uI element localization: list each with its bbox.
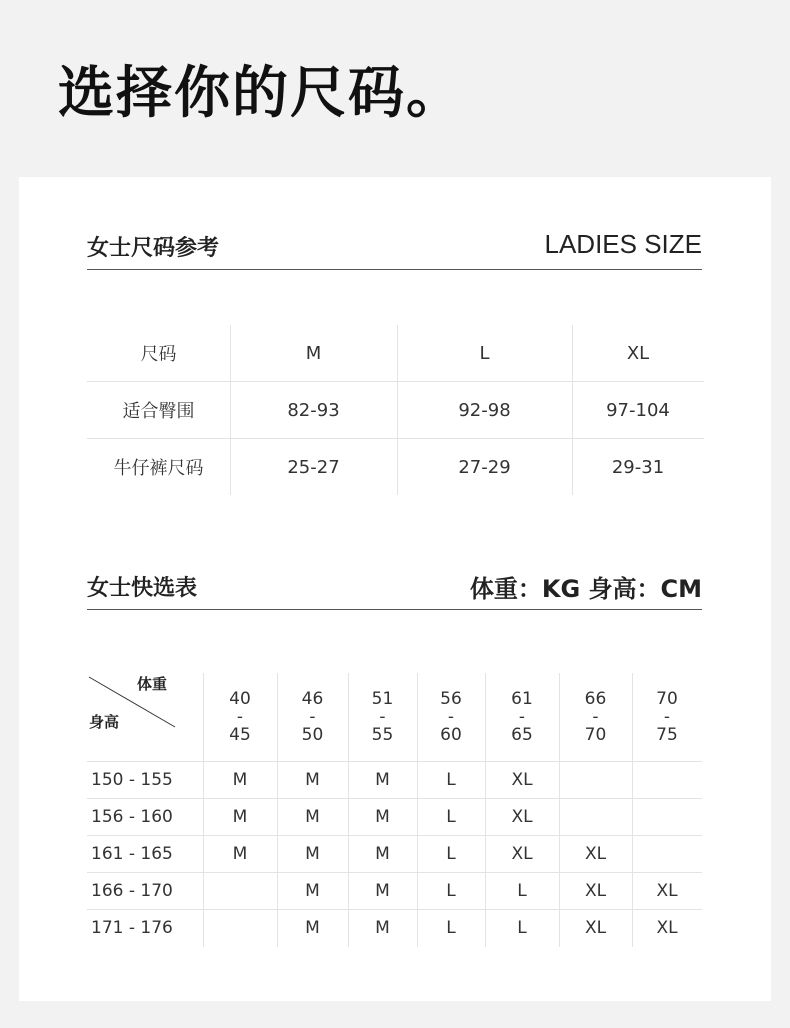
- units-label: 体重：KG 身高：CM: [469, 575, 702, 603]
- recommended-size-cell: XL: [656, 917, 678, 938]
- recommended-size-cell: M: [305, 769, 320, 790]
- recommended-size-cell: L: [446, 917, 456, 938]
- quick-select-header: [87, 569, 702, 610]
- recommended-size-cell: XL: [584, 880, 607, 901]
- height-range-cell: 156 - 160: [91, 806, 173, 827]
- recommended-size-cell: XL: [511, 806, 533, 827]
- weight-range-header: [348, 673, 417, 761]
- recommended-size-cell: M: [305, 917, 320, 938]
- recommended-size-cell: [203, 872, 277, 909]
- recommended-size-cell: M: [375, 917, 390, 938]
- size-cell: 92-98: [458, 399, 511, 421]
- ladies-size-header: [87, 229, 702, 270]
- size-row-label: 尺码: [140, 344, 177, 365]
- recommended-size-cell: M: [305, 806, 320, 827]
- height-axis-label: 身高: [89, 713, 120, 731]
- weight-axis-label: 体重: [137, 675, 168, 693]
- recommended-size-cell: M: [232, 843, 248, 864]
- recommended-size-cell: [203, 909, 277, 946]
- range-dash: -: [379, 707, 386, 727]
- diagonal-header-cell: [87, 673, 203, 761]
- page-title: 选择你的尺码。: [58, 61, 464, 126]
- recommended-size-cell: XL: [511, 769, 533, 790]
- weight-to: 65: [511, 725, 533, 745]
- weight-from: 56: [440, 689, 462, 709]
- weight-range-header: [559, 673, 632, 761]
- weight-range-header: [485, 673, 559, 761]
- recommended-size-cell: M: [305, 843, 320, 864]
- size-cell: M: [305, 342, 322, 364]
- size-table-row: [87, 382, 704, 439]
- range-dash: -: [309, 707, 316, 727]
- recommended-size-cell: M: [375, 806, 390, 827]
- size-cell: 82-93: [287, 399, 340, 421]
- weight-range-header: [277, 673, 348, 761]
- weight-from: 70: [656, 689, 678, 709]
- weight-to: 50: [301, 725, 324, 745]
- recommended-size-cell: M: [375, 880, 390, 901]
- range-dash: -: [236, 707, 244, 727]
- height-range-cell: 171 - 176: [91, 917, 173, 938]
- weight-from: 51: [371, 689, 394, 709]
- range-dash: -: [447, 707, 455, 727]
- weight-range-header: [417, 673, 485, 761]
- weight-range-header: [203, 673, 277, 761]
- weight-to: 55: [371, 725, 394, 745]
- size-row-label: 牛仔裤尺码: [113, 458, 204, 479]
- weight-from: 61: [511, 689, 533, 709]
- weight-to: 60: [440, 725, 462, 745]
- size-table: [87, 325, 704, 495]
- quick-table-row: [87, 909, 702, 946]
- weight-to: 75: [656, 725, 678, 745]
- recommended-size-cell: XL: [511, 843, 533, 864]
- recommended-size-cell: L: [517, 880, 527, 901]
- quick-table-row: [87, 761, 702, 799]
- recommended-size-cell: [559, 761, 632, 798]
- recommended-size-cell: L: [446, 806, 456, 827]
- weight-to: 70: [584, 725, 607, 745]
- size-row-label: 适合臀围: [122, 401, 195, 422]
- ladies-size-title-cn: 女士尺码参考: [87, 236, 220, 261]
- weight-to: 45: [229, 725, 251, 745]
- size-cell: XL: [626, 342, 650, 364]
- range-dash: -: [592, 707, 599, 727]
- height-range-cell: 150 - 155: [91, 769, 173, 790]
- recommended-size-cell: [559, 798, 632, 835]
- size-cell: 29-31: [611, 456, 665, 478]
- size-table-row: [87, 325, 704, 382]
- size-table-row: [87, 439, 704, 495]
- quick-table-row: [87, 835, 702, 873]
- size-cell: 27-29: [458, 456, 511, 478]
- recommended-size-cell: M: [375, 843, 390, 864]
- weight-from: 40: [229, 689, 251, 709]
- recommended-size-cell: M: [305, 880, 320, 901]
- size-card: [19, 177, 771, 1001]
- quick-table-row: [87, 872, 702, 910]
- recommended-size-cell: [632, 761, 702, 798]
- ladies-size-title-en: LADIES SIZE: [544, 229, 702, 259]
- recommended-size-cell: M: [375, 769, 390, 790]
- weight-from: 66: [584, 689, 607, 709]
- range-dash: -: [663, 707, 671, 727]
- weight-range-header: [632, 673, 702, 761]
- height-range-cell: 166 - 170: [91, 880, 173, 901]
- recommended-size-cell: L: [517, 917, 527, 938]
- quick-select-title: 女士快选表: [87, 576, 198, 601]
- recommended-size-cell: XL: [584, 917, 607, 938]
- recommended-size-cell: XL: [656, 880, 678, 901]
- recommended-size-cell: M: [232, 769, 248, 790]
- size-cell: L: [479, 342, 490, 364]
- recommended-size-cell: [632, 835, 702, 872]
- height-range-cell: 161 - 165: [91, 843, 173, 864]
- recommended-size-cell: XL: [584, 843, 607, 864]
- recommended-size-cell: [632, 798, 702, 835]
- quick-table-header-row: [87, 673, 702, 762]
- recommended-size-cell: L: [446, 843, 456, 864]
- recommended-size-cell: L: [446, 880, 456, 901]
- size-cell: 97-104: [606, 399, 670, 421]
- size-cell: 25-27: [287, 456, 340, 478]
- quick-table-row: [87, 798, 702, 836]
- range-dash: -: [518, 707, 526, 727]
- weight-from: 46: [301, 689, 324, 709]
- recommended-size-cell: L: [446, 769, 456, 790]
- recommended-size-cell: M: [232, 806, 248, 827]
